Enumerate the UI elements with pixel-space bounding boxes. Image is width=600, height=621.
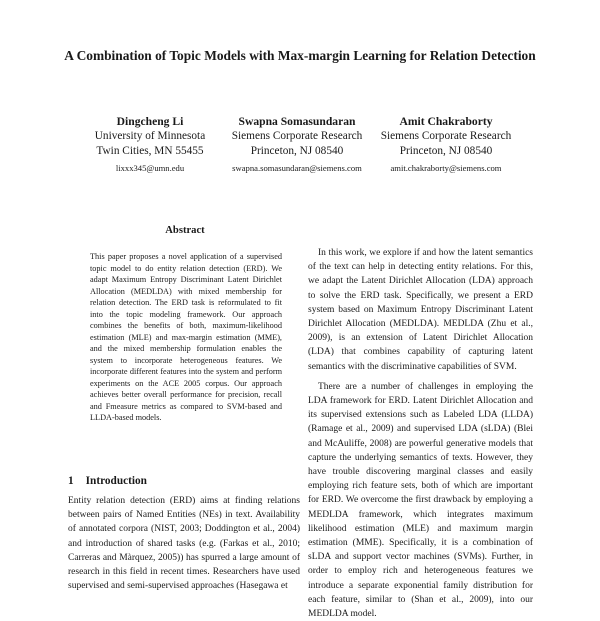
- author-block: [361, 114, 531, 176]
- abstract-heading: Abstract: [165, 225, 205, 236]
- author-name: Dingcheng Li: [116, 115, 184, 128]
- author-block: [212, 114, 382, 176]
- author-block: [65, 114, 235, 176]
- author-email: amit.chakraborty@siemens.com: [390, 163, 502, 173]
- author-location: Twin Cities, MN 55455: [96, 145, 204, 157]
- section-number: 1: [68, 475, 74, 487]
- right-column: [308, 246, 533, 621]
- author-email: lixxx345@umn.edu: [115, 163, 185, 173]
- introduction-text: Entity relation detection (ERD) aims at finding relations between pairs of Named Entities (NEs) in text. Availability of annotated corpora (NIST, 2003; Doddington et al., 2004) and introduction of shared tasks (e.g. (Farkas et al., 2010; Carreras and Màrquez, 2005)) has spurred a large amount of research in this field in recent times. Researchers have used supervised and semi-supervised approaches (Hasegawa et: [68, 496, 300, 592]
- author-affiliation: Siemens Corporate Research: [380, 130, 512, 142]
- author-location: Princeton, NJ 08540: [250, 145, 344, 157]
- author-email: swapna.somasundaran@siemens.com: [232, 163, 362, 173]
- paper-title: A Combination of Topic Models with Max-margin Learning for Relation Detection: [64, 48, 536, 63]
- author-affiliation: University of Minnesota: [94, 130, 206, 142]
- paragraph: There are a number of challenges in employing the LDA framework for ERD. Latent Dirichlet Allocation and its supervised extensions such as Labeled LDA (LLDA) (Ramage et al., 2009) and supervised LDA (sLDA) (Blei and McAuliffe, 2008) are powerful generative models that capture the underlying semantics of texts. However, they have trouble discovering marginal classes and easily employing rich feature sets, both of which are important for ERD. We overcome the first drawback by employing a MEDLDA framework, which integrates maximum likelihood estimation (MLE) and maximum margin estimation (MME). Specifically, it is a combination of sLDA and support vector machines (SVMs). Further, in order to employ rich and heterogeneous features we introduce a separate exponential family distribution for each feature, similar to (Shan et al., 2009), into our MEDLDA model.: [308, 381, 533, 620]
- author-location: Princeton, NJ 08540: [399, 145, 493, 157]
- paragraph: In this work, we explore if and how the latent semantics of the text can help in detecting entity relations. For this, we adapt the Latent Dirichlet Allocation (LDA) approach to solve the ERD task. Specifically, we present a ERD system based on Maximum Entropy Discriminant Latent Dirichlet Allocation (MEDLDA). MEDLDA (Zhu et al., 2009), is an extension of Latent Dirichlet Allocation (LDA) that combines capability of capturing latent semantics with the discriminative capabilities of SVM.: [308, 248, 533, 372]
- author-name: Swapna Somasundaran: [238, 115, 356, 128]
- section-title: Introduction: [85, 475, 147, 487]
- abstract-text: This paper proposes a novel application of a supervised topic model to do entity relation detection (ERD). We adapt Maximum Entropy Discriminant Latent Dirichlet Allocation (MEDLDA) with mixed membership for relation detection. The ERD task is reformulated to fit into the topic modeling framework. Our approach combines the benefits of both, maximum-likelihood estimation (MLE) and max-margin estimation (MME), and the mixed membership formulation enables the system to incorporate heterogeneous features. We incorporate different features into the system and perform experiments on the ACE 2005 corpus. Our approach achieves better overall performance for precision, recall and Fmeasure metrics as compared to SVM-based and LLDA-based models.: [90, 252, 282, 422]
- author-affiliation: Siemens Corporate Research: [231, 130, 363, 142]
- section-heading-introduction: [68, 475, 147, 487]
- author-name: Amit Chakraborty: [399, 115, 493, 128]
